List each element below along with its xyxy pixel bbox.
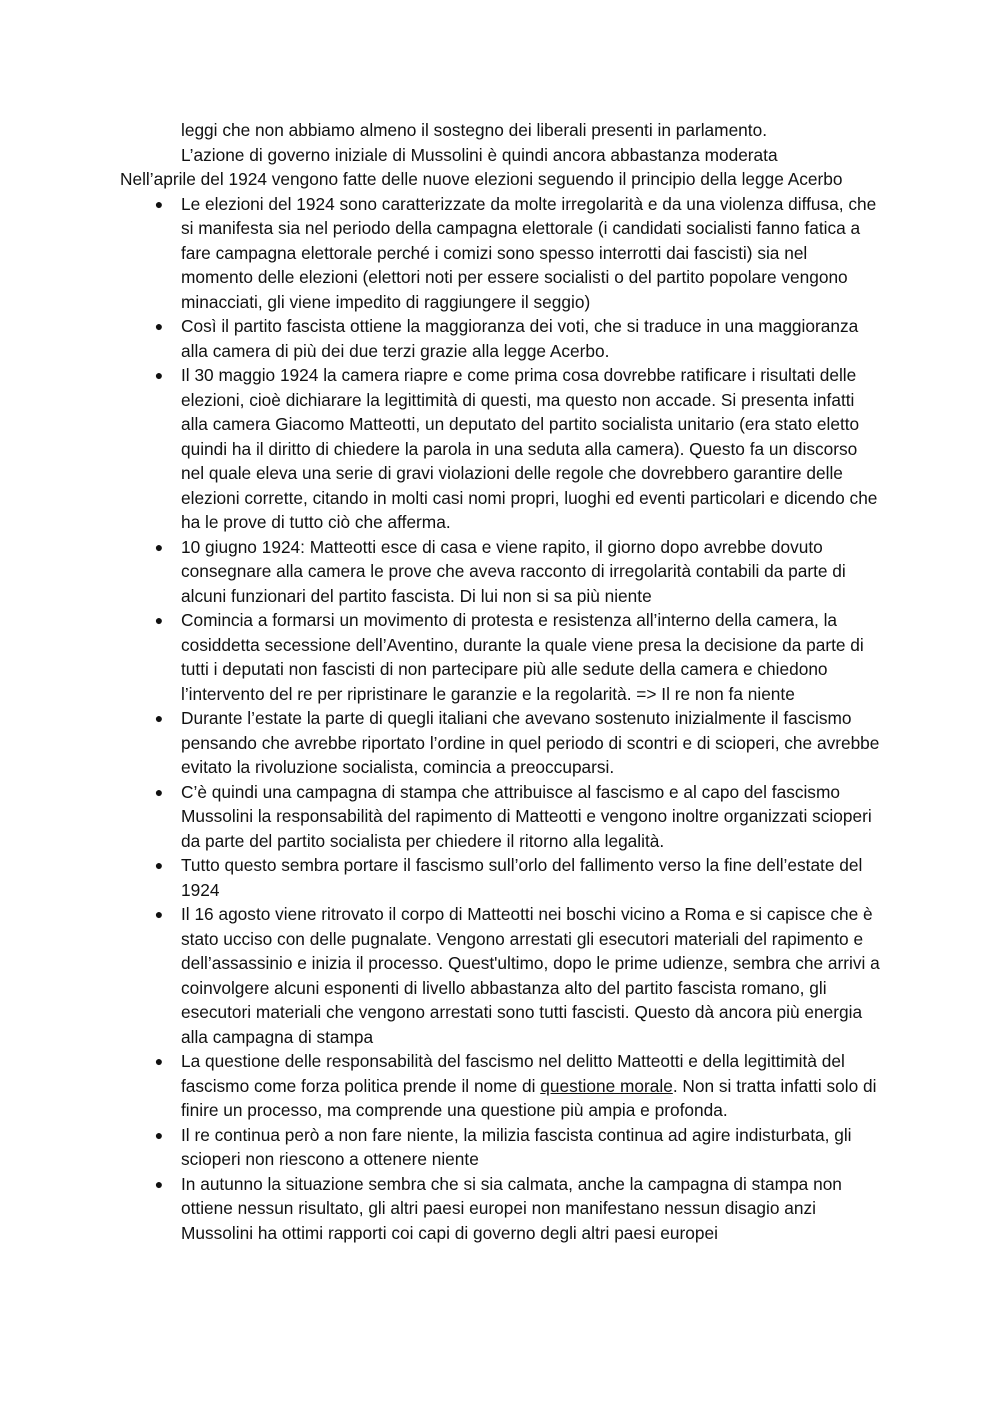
list-item-text: Il re continua però a non fare niente, la milizia fascista continua ad agire indisturbata, gli scioperi non riescono a ottenere niente	[181, 1124, 852, 1169]
bullet-icon: ●	[154, 1053, 164, 1069]
list-item-text: Comincia a formarsi un movimento di protesta e resistenza all’interno della camera, la cosiddetta secessione dell’Aventino, durante la quale viene presa la decisione da parte di tutti i deputati non fascisti di non partecipare più alle sedute della camera e chiedono l’intervento del re per ripristinare le garanzie e la regolarità. => Il re non fa niente	[181, 610, 864, 704]
bullet-icon: ●	[154, 612, 164, 628]
document-body	[120, 118, 880, 1245]
bullet-icon: ●	[154, 318, 164, 334]
list-item	[120, 314, 880, 363]
list-item-text: Tutto questo sembra portare il fascismo sull’orlo del fallimento verso la fine dell’estate del 1924	[181, 855, 863, 900]
list-item	[120, 535, 880, 609]
list-item-text: Durante l’estate la parte di quegli italiani che avevano sostenuto inizialmente il fascismo pensando che avrebbe riportato l’ordine in quel periodo di scontri e di scioperi, che avrebbe evitato la rivoluzione socialista, comincia a preoccuparsi.	[181, 708, 880, 777]
bullet-icon: ●	[154, 710, 164, 726]
intro-line: L’azione di governo iniziale di Mussolini è quindi ancora abbastanza moderata	[181, 144, 778, 165]
list-item	[120, 706, 880, 780]
list-item-text: Le elezioni del 1924 sono caratterizzate da molte irregolarità e da una violenza diffusa, che si manifesta sia nel periodo della campagna elettorale (i candidati socialisti fanno fatica a fare campagna elettorale perché i comizi sono spesso interrotti dai fascisti) sia nel momento delle elezioni (elettori noti per essere socialisti o del partito popolare vengono minacciati, gli viene impedito di raggiungere il seggio)	[181, 193, 877, 312]
bullet-list	[120, 192, 880, 1246]
list-item	[120, 1123, 880, 1172]
list-item-text: 10 giugno 1924: Matteotti esce di casa e viene rapito, il giorno dopo avrebbe dovuto consegnare alla camera le prove che aveva racconto di irregolarità contabili da parte di alcuni funzionari del partito fascista. Di lui non si sa più niente	[181, 536, 846, 606]
bullet-icon: ●	[154, 857, 164, 873]
list-item-text: Il 16 agosto viene ritrovato il corpo di Matteotti nei boschi vicino a Roma e si capisce che è stato ucciso con delle pugnalate. Vengono arrestati gli esecutori materiali del rapimento e dell’assassinio e inizia il processo. Quest'ultimo, dopo le prime udienze, sembra che arrivi a coinvolgere alcuni esponenti di livello abbastanza alto del partito fascista romano, gli esecutori materiali che vengono arrestati sono tutti fascisti. Questo dà ancora più energia alla campagna di stampa	[181, 904, 880, 1047]
list-item-text: Il 30 maggio 1924 la camera riapre e come prima cosa dovrebbe ratificare i risultati delle elezioni, cioè dichiarare la legittimità di questi, ma questo non accade. Si presenta infatti alla camera Giacomo Matteotti, un deputato del partito socialista unitario (era stato eletto quindi ha il diritto di chiedere la parola in una seduta alla camera). Questo fa un discorso nel quale eleva una serie di gravi violazioni delle regole che dovrebbero garantire delle elezioni corrette, citando in molti casi nomi propri, luoghi ed eventi particolari e dicendo che ha le prove di tutto ciò che afferma.	[181, 365, 878, 532]
bullet-icon: ●	[154, 783, 164, 800]
bullet-icon: ●	[154, 367, 164, 383]
paragraph: Nell’aprile del 1924 vengono fatte delle nuove elezioni seguendo il principio della legge Acerbo	[120, 169, 843, 189]
list-item	[120, 780, 880, 854]
list-item	[120, 608, 880, 706]
list-item	[120, 1049, 880, 1123]
list-item-text: Così il partito fascista ottiene la maggioranza dei voti, che si traduce in una maggioranza alla camera di più dei due terzi grazie alla legge Acerbo.	[181, 316, 859, 361]
bullet-icon: ●	[154, 1175, 164, 1192]
underlined-term: questione morale	[540, 1075, 673, 1096]
list-item-text-before: La questione delle responsabilità del fascismo nel delitto Matteotti e della legittimità del fascismo come forza politica prende il nome di	[181, 1051, 845, 1096]
list-item-text-after: . Non si tratta infatti solo di finire un processo, ma comprende una questione più ampia e profonda.	[181, 1075, 877, 1120]
bullet-icon: ●	[154, 1126, 164, 1143]
list-item	[120, 1172, 880, 1246]
bullet-icon: ●	[154, 538, 164, 555]
intro-line: leggi che non abbiamo almeno il sostegno dei liberali presenti in parlamento.	[181, 120, 768, 140]
list-item	[120, 902, 880, 1049]
bullet-icon: ●	[154, 906, 164, 922]
list-item-text: C’è quindi una campagna di stampa che attribuisce al fascismo e al capo del fascismo Mussolini la responsabilità del rapimento di Matteotti e vengono inoltre organizzati scioperi da parte del partito socialista per chiedere il ritorno alla legalità.	[181, 781, 872, 851]
bullet-icon: ●	[154, 195, 164, 212]
list-item-text: In autunno la situazione sembra che si sia calmata, anche la campagna di stampa non ottiene nessun risultato, gli altri paesi europei non manifestano nessun disagio anzi Mussolini ha ottimi rapporti coi capi di governo degli altri paesi europei	[181, 1173, 842, 1243]
list-item	[120, 853, 880, 902]
list-item	[120, 363, 880, 535]
list-item	[120, 192, 880, 315]
